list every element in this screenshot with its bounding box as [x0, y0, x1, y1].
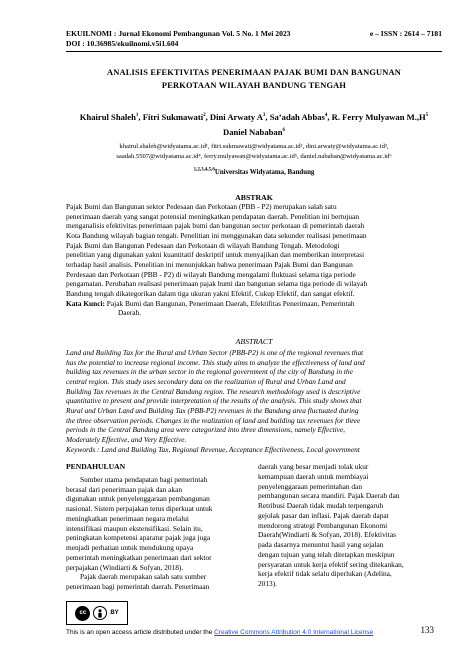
- pendahuluan-heading: PENDAHULUAN: [66, 462, 126, 471]
- paragraph-line: berasal dari penerimaan pajak dan akan: [66, 484, 183, 494]
- paragraph-line: menjadi perhatian untuk mendukung upaya: [66, 543, 194, 552]
- abstract-line: has the potential to increase regional income. This study aims to analyze the effectiveness of land and: [66, 357, 365, 367]
- abstract-line: periods in the Central Bandung area were categorized into three dimensions, namely Effective,: [66, 425, 346, 435]
- paragraph-line: Retribusi Daerah tidak mudah terpengaruh: [258, 501, 384, 510]
- paragraph-line: meningkatkan penerimaan negara melalui: [66, 513, 189, 523]
- left-column: [66, 462, 246, 592]
- abstrak-line: penelitian yang digunakan yakni kuantitatif deskriptif untuk menyajikan dan memberikan interpretasi: [66, 250, 365, 260]
- creative-commons-icon: cc: [75, 606, 90, 621]
- license-notice: This is an open access article distributed under the Creative Commons Attribution 4.0 International License: [66, 629, 374, 636]
- paragraph-line: intensifikasi maupun ekstensifikasi. Selain itu,: [66, 523, 203, 533]
- paragraph-line: mendorong strategi Pembangunan Ekonomi: [258, 520, 388, 530]
- abstrak-line: terhadap hasil analisis. Penelitian ini menunjukkan bahwa penerimaan Pajak Bumi dan Bangunan: [66, 259, 353, 269]
- license-link[interactable]: Creative Commons Attribution 4.0 International License: [214, 629, 374, 636]
- abstract-line: Land and Building Tax for the Rural and Urban Sector (PBB-P2) is one of the regional revenues that: [66, 348, 364, 357]
- paragraph-line: Pajak daerah merupakan salah satu sumber: [80, 572, 207, 582]
- cc-by-label: BY: [110, 610, 119, 616]
- abstrak-line: Pajak Bumi dan Bangunan sektor Pedesaan dan Perkotaan (PBB - P2) merupakan salah satu: [66, 202, 337, 211]
- paragraph-line: pembangunan secara mandiri. Pajak Daerah dan: [258, 491, 400, 501]
- journal-name: EKUILNOMI : Jurnal Ekonomi Pembangunan Vol. 5 No. 1 Mei 2023: [66, 29, 291, 38]
- author-emails: [66, 142, 442, 162]
- abstract-line: central region. This study uses secondary data on the realization of Rural and Urban Land and: [66, 376, 346, 386]
- paragraph-line: Sumber utama pendapatan bagi pemerintah: [80, 474, 208, 484]
- cc-by-license-badge: [66, 601, 128, 625]
- paragraph-line: persyaratan untuk kerja efektif sering ditekankan,: [258, 559, 404, 569]
- paragraph-line: nasional. Sistem perpajakan terus diperkuat untuk: [66, 504, 213, 513]
- paragraph-line: digunakan untuk penyelenggaraan pembangunan: [66, 494, 210, 504]
- paragraph-line: penyelenggaraan pemerintahan dan: [258, 481, 362, 491]
- doi: DOI : 10.36985/ekuilnomi.v5i1.604: [66, 39, 179, 48]
- author: Dini Arwaty $A^3$: [209, 112, 266, 122]
- paragraph-line: pada dasarnya menuntut hasil yang sejalan: [258, 540, 384, 549]
- abstract-line: Rural and Urban Land and Building Tax (PBB-P2) revenues in the Bandung area fluctuated during: [66, 405, 359, 415]
- header-rule: [66, 51, 442, 52]
- abstract-line: building tax revenues in the urban sector in the regional government of the city of Bandung in the: [66, 367, 353, 377]
- abstrak-line: Bandung tengah dikategorikan dalam tiga ukuran yakni Efektif, Cukup Efektif, dan sangat efektif.: [66, 288, 355, 298]
- paper-title-line-2: PERKOTAAN WILAYAH BANDUNG TENGAH: [161, 81, 347, 90]
- email-line: khairul.shaleh@widyatama.ac.id¹, fitri.sukmawati@widyatama.ac.id², dini.arwaty@widyatama.ac.id³,: [119, 143, 389, 150]
- email-line: saadah.5507@widyatama.ac.id⁴, ferry.mulyawan@widyatama.ac.id⁵, daniel.nababan@widyatama.ac.id⁶: [116, 153, 392, 160]
- paragraph-line: pemerintah meningkatkan penerimaan dari sektor: [66, 552, 212, 562]
- abstrak-line: Perdesaan dan Perkotaan (PBB - P2) di wilayah Bandung mengalami fluktuasi selama tiga periode: [66, 269, 356, 279]
- abstract-line: Moderately Effective, and Very Effective.: [66, 434, 187, 444]
- keywords: Keywords : Land and Building Tax, Regional Revenue, Acceptance Effectiveness, Local government: [66, 444, 360, 454]
- paragraph-line: daerah yang besar menjadi tolak ukur: [258, 462, 369, 471]
- abstract-body: [66, 348, 442, 454]
- author: Daniel Nababan$^6$: [223, 127, 285, 137]
- paragraph-line: peningkatan kompetensi aparatur pajak juga juga: [66, 533, 211, 543]
- paragraph-line: Daerah(Windiarti & Sofyan, 2018). Efektivitas: [258, 530, 396, 540]
- paper-title-line-1: ANALISIS EFEKTIVITAS PENERIMAAN PAJAK BUMI DAN BANGUNAN: [106, 68, 402, 77]
- affiliation: $^{1,2,3,4,5,6}$Universitas Widyatama, Bandung: [193, 167, 315, 176]
- paragraph-line: 2013).: [258, 579, 277, 588]
- author: Fitri Sukmawati$^2$: [142, 112, 206, 122]
- journal-header: [66, 29, 442, 38]
- author: Sa’adah Abbas$^4$: [269, 112, 328, 122]
- author: Khairul Shaleh$^1$: [79, 112, 139, 122]
- paragraph-line: kerja efektif tidak selalu diperlukan (Adelina,: [258, 569, 392, 579]
- abstrak-heading: ABSTRAK: [235, 193, 273, 202]
- abstrak-line: penerimaan daerah yang sangat potensial meningkatkan pendapatan daerah. Penelitian ini bertujuan: [66, 211, 360, 221]
- abstrak-line: pengamatan. Perubahan realisasi penerimaan pajak bumi dan bangunan selama tiga periode di wilayah: [66, 279, 368, 289]
- abstrak-line: Pajak Bumi dan Bangunan Pedesaan dan Perkotaan di wilayah Bandung Tengah. Metodologi: [66, 240, 340, 250]
- paragraph-line: perpajakan (Windiarti & Sofyan, 2018).: [66, 562, 184, 572]
- author: R. Ferry Mulyawan $M.,H^5$: [331, 112, 429, 122]
- abstract-line: the three observation periods. Changes in the realization of land and building tax revenues for three: [66, 415, 361, 425]
- abstract-line: Building Tax revenues in the Central Bandung region. The research methodology used is descriptive: [66, 386, 361, 396]
- right-column: [258, 462, 442, 589]
- paragraph-line: kemampuan daerah untuk membiayai: [258, 471, 369, 481]
- abstrak-body: [66, 202, 442, 318]
- abstract-line: quantitative to present and provide interpretation of the results of the analysis. This study shows that: [66, 396, 362, 406]
- page-number: 133: [420, 625, 434, 635]
- author-list: Khairul Shaleh$^1$, Fitri Sukmawati$^2$, Dini Arwaty $A^3$, Sa’adah Abbas$^4$, R. Ferry Mulyawan $M.,H^5$ Daniel Nababan$^6$: [79, 112, 429, 137]
- paragraph-line: penerimaan bagi pemerintah daerah. Penerimaan: [66, 582, 210, 591]
- issn: e – ISSN : 2614 – 7181: [369, 29, 442, 38]
- paragraph-line: gejolak pasar dan inflasi. Pajak daerah dapat: [258, 510, 389, 520]
- kata-kunci-continued: Daerah.: [118, 308, 142, 318]
- abstract-heading: ABSTRACT: [235, 337, 273, 346]
- attribution-person-icon: [93, 606, 107, 620]
- paragraph-line: dengan tujuan yang telah ditetapkan meskipun: [258, 549, 395, 559]
- kata-kunci: Kata Kunci: Pajak Bumi dan Bangunan, Penerimaan Daerah, Efektifitas Penerimaan, Pemerintah: [66, 298, 355, 308]
- abstrak-line: Kota Bandung wilayah bagian tengah. Penelitian ini menggunakan data sekunder realisasi penerimaan: [66, 230, 367, 240]
- abstrak-line: menganalisis efektivitas penerimaan pajak bumi dan bangunan sector perkotaan di pemerintah daerah: [66, 221, 365, 231]
